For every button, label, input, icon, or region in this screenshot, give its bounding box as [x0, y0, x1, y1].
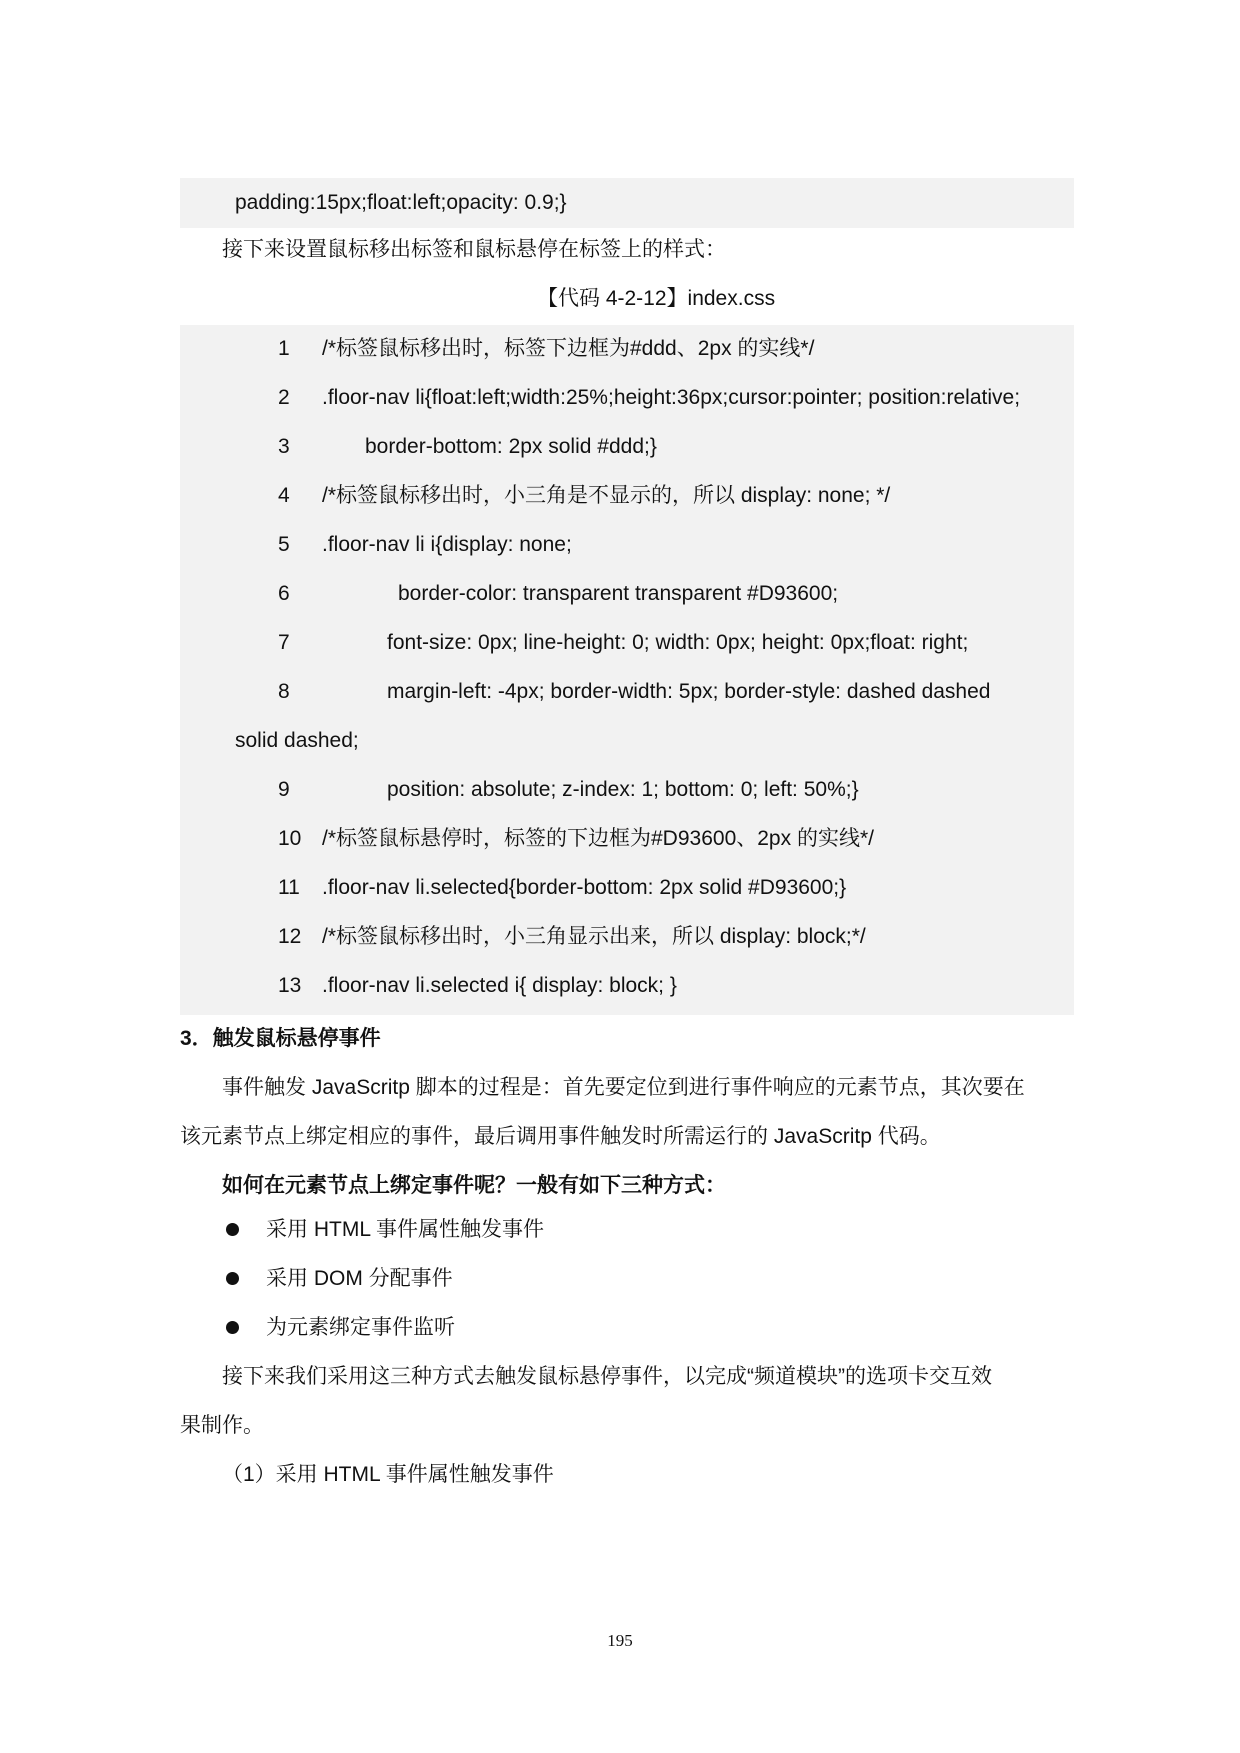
code-line: margin-left: -4px; border-width: 5px; border-style: dashed dashed — [387, 680, 991, 703]
code-line-number: 12 — [278, 925, 302, 948]
code-caption: 【代码 4-2-12】index.css — [537, 287, 776, 310]
bullet-icon — [226, 1223, 239, 1236]
code-line-number: 2 — [278, 386, 290, 409]
code-line: position: absolute; z-index: 1; bottom: 0; left: 50%;} — [387, 778, 859, 801]
code-line-number: 6 — [278, 582, 290, 605]
code-line: border-bottom: 2px solid #ddd;} — [365, 435, 657, 458]
code-line-number: 4 — [278, 484, 290, 507]
code-line: .floor-nav li.selected{border-bottom: 2px solid #D93600;} — [322, 876, 847, 899]
code-block — [180, 325, 1074, 1015]
code-line-number: 9 — [278, 778, 290, 801]
code-line-number: 11 — [278, 876, 300, 899]
bullet-item: 为元素绑定事件监听 — [266, 1316, 455, 1339]
intro-paragraph: 接下来设置鼠标移出标签和鼠标悬停在标签上的样式： — [222, 238, 726, 261]
code-line-number: 13 — [278, 974, 302, 997]
paragraph-line: 果制作。 — [180, 1414, 264, 1437]
code-line: /*标签鼠标移出时，标签下边框为#ddd、2px 的实线*/ — [322, 337, 815, 360]
bullet-icon — [226, 1272, 239, 1285]
paragraph-line: 事件触发 JavaScritp 脚本的过程是：首先要定位到进行事件响应的元素节点，其次要在 — [222, 1076, 1025, 1099]
question-heading: 如何在元素节点上绑定事件呢？一般有如下三种方式： — [222, 1174, 726, 1197]
code-line: /*标签鼠标移出时，小三角是不显示的，所以 display: none; */ — [322, 484, 891, 507]
code-line: border-color: transparent transparent #D93600; — [398, 582, 839, 605]
bullet-icon — [226, 1321, 239, 1334]
code-line-number: 3 — [278, 435, 290, 458]
bullet-item: 采用 HTML 事件属性触发事件 — [266, 1218, 545, 1241]
bullet-item: 采用 DOM 分配事件 — [266, 1267, 453, 1290]
code-line-number: 7 — [278, 631, 290, 654]
code-continuation-line: padding:15px;float:left;opacity: 0.9;} — [235, 191, 567, 214]
code-line-wrap: solid dashed; — [235, 729, 359, 752]
page-number: 195 — [607, 1631, 633, 1650]
code-line: .floor-nav li{float:left;width:25%;height:36px;cursor:pointer; position:relative; — [322, 386, 1021, 409]
subheading: （1）采用 HTML 事件属性触发事件 — [222, 1463, 554, 1486]
paragraph-line: 该元素节点上绑定相应的事件，最后调用事件触发时所需运行的 JavaScritp 代码。 — [180, 1125, 941, 1148]
code-line: .floor-nav li.selected i{ display: block; } — [322, 974, 677, 997]
code-line: /*标签鼠标移出时，小三角显示出来，所以 display: block;*/ — [322, 925, 866, 948]
code-line-number: 5 — [278, 533, 290, 556]
section-heading: 3．触发鼠标悬停事件 — [180, 1027, 381, 1050]
paragraph-line: 接下来我们采用这三种方式去触发鼠标悬停事件，以完成“频道模块”的选项卡交互效 — [222, 1365, 992, 1388]
code-line: .floor-nav li i{display: none; — [322, 533, 572, 556]
code-line-number: 1 — [278, 337, 290, 360]
code-line: font-size: 0px; line-height: 0; width: 0px; height: 0px;float: right; — [387, 631, 969, 654]
code-line-number: 8 — [278, 680, 290, 703]
code-line-number: 10 — [278, 827, 302, 850]
code-line: /*标签鼠标悬停时，标签的下边框为#D93600、2px 的实线*/ — [322, 827, 874, 850]
